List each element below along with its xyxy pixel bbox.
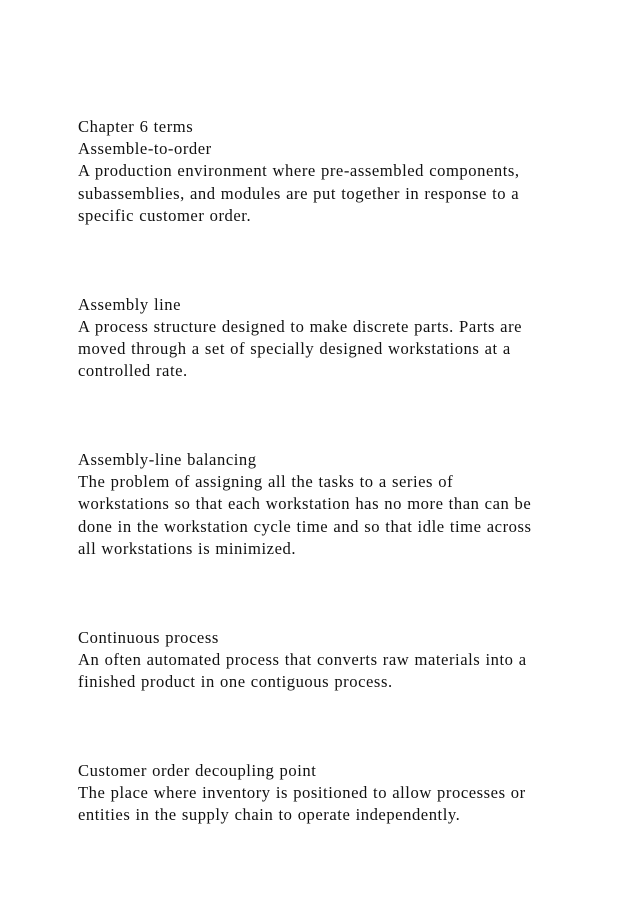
term-title: Assembly-line balancing (78, 450, 257, 470)
term-definition-line: all workstations is minimized. (78, 538, 297, 558)
document-heading: Chapter 6 terms (78, 117, 194, 136)
section-spacer (78, 382, 618, 449)
term-title: Customer order decoupling point (78, 760, 317, 780)
term-definition-line: A process structure designed to make discrete parts. Parts are (78, 316, 523, 336)
term-title: Assembly line (78, 294, 182, 314)
term-title: Continuous process (78, 627, 219, 647)
section-spacer (78, 227, 618, 294)
term-definition-line: moved through a set of specially designed workstations at a (78, 339, 511, 359)
term-definition-line: entities in the supply chain to operate independently. (78, 805, 461, 825)
section-spacer (78, 693, 618, 760)
document-body (78, 116, 618, 826)
term-definition-line: specific customer order. (78, 205, 252, 225)
term-definition-line: The problem of assigning all the tasks to a series of (78, 472, 454, 492)
term-definition-line: A production environment where pre-assembled components, (78, 161, 520, 181)
term-definition-line: An often automated process that converts raw materials into a (78, 649, 527, 669)
term-definition-line: done in the workstation cycle time and so that idle time across (78, 516, 532, 536)
term-definition-line: The place where inventory is positioned to allow processes or (78, 783, 526, 803)
term-definition-line: workstations so that each workstation has no more than can be (78, 494, 532, 514)
term-definition-line: controlled rate. (78, 361, 188, 381)
section-spacer (78, 560, 618, 627)
term-definition-line: subassemblies, and modules are put together in response to a (78, 183, 520, 203)
term-title: Assemble-to-order (78, 139, 212, 159)
term-definition-line: finished product in one contiguous process. (78, 672, 393, 692)
